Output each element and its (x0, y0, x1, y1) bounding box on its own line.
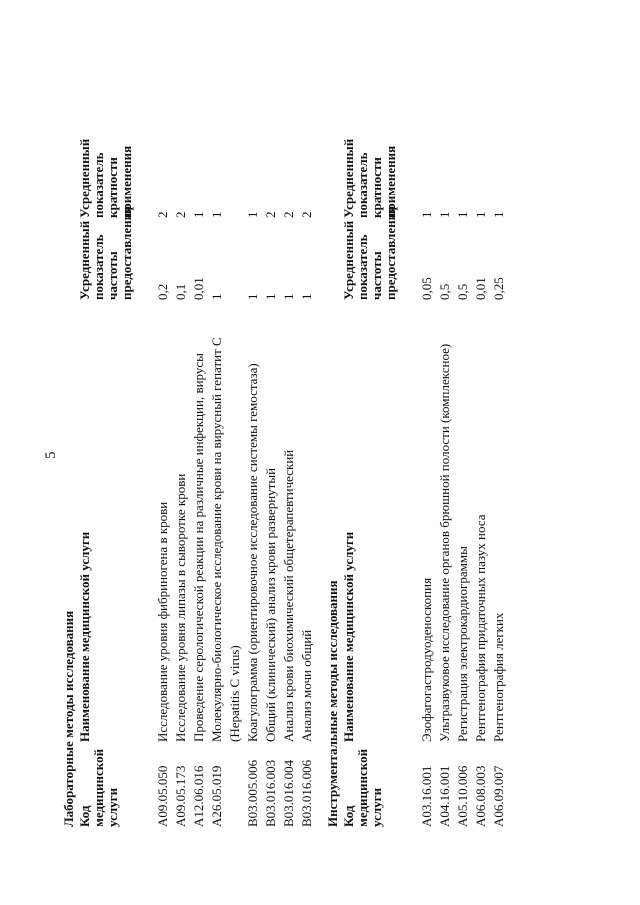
service-name: Рентгенография придаточных пазух носа (473, 514, 488, 742)
table-row (154, 37, 172, 827)
service-code: A12.06.016 (191, 765, 206, 827)
header-multiplicity: Усредненный показатель кратности применения (77, 138, 134, 218)
service-frequency: 1 (299, 293, 314, 300)
service-code: B03.016.003 (263, 759, 278, 827)
service-frequency: 0,1 (173, 283, 188, 300)
table-header-row (78, 37, 154, 827)
service-name: Проведение серологической реакции на различные инфекции, вирусы (191, 353, 206, 742)
service-frequency: 0,01 (473, 277, 488, 300)
service-name: Исследование уровня фибриногена в крови (155, 501, 170, 742)
table-row (208, 37, 244, 827)
service-frequency: 0,25 (491, 277, 506, 300)
service-multiplicity: 1 (491, 211, 506, 218)
service-name: Анализ крови биохимический общетерапевтический (281, 449, 296, 742)
service-multiplicity: 1 (419, 211, 434, 218)
page-number: 5 (43, 451, 59, 459)
service-multiplicity: 2 (299, 211, 314, 218)
table-row (418, 37, 436, 827)
header-frequency: Усредненный показатель частоты предоставления (77, 205, 134, 300)
header-code: Код медицинской услуги (77, 748, 120, 827)
service-name: Ультразвуковое исследование органов брюшной полости (комплексное) (437, 343, 452, 742)
service-frequency: 1 (209, 293, 224, 300)
service-multiplicity: 2 (173, 211, 188, 218)
service-multiplicity: 2 (263, 211, 278, 218)
service-multiplicity: 2 (155, 211, 170, 218)
service-code: B03.005.006 (245, 759, 260, 827)
service-code: A04.16.001 (437, 765, 452, 827)
service-multiplicity: 1 (437, 211, 452, 218)
service-name: Молекулярно-биологическое исследование крови на вирусный гепатит C (Hepatitis C virus) (209, 337, 242, 742)
table-row (244, 37, 262, 827)
service-frequency: 0,01 (191, 277, 206, 300)
service-name: Общий (клинический) анализ крови развернутый (263, 467, 278, 742)
service-code: A26.05.019 (209, 765, 224, 827)
service-multiplicity: 1 (455, 211, 470, 218)
service-name: Исследование уровня липазы в сыворотке крови (173, 473, 188, 742)
table-row (472, 37, 490, 827)
table-row (454, 37, 472, 827)
service-frequency: 1 (281, 293, 296, 300)
table-row (190, 37, 208, 827)
service-name: Рентгенография легких (491, 612, 506, 742)
service-code: A05.10.006 (455, 765, 470, 827)
table-row (490, 37, 508, 827)
service-code: B03.016.006 (299, 759, 314, 827)
service-name: Регистрация электрокардиограммы (455, 546, 470, 742)
service-code: B03.016.004 (281, 759, 296, 827)
service-multiplicity: 1 (209, 211, 224, 218)
header-name: Наименование медицинской услуги (341, 531, 356, 742)
service-code: A06.08.003 (473, 765, 488, 827)
table-row (298, 37, 316, 827)
table-row (280, 37, 298, 827)
table-row (172, 37, 190, 827)
section-title-instrumental: Инструментальные методы исследования (325, 580, 340, 827)
service-frequency: 1 (263, 293, 278, 300)
service-multiplicity: 1 (473, 211, 488, 218)
service-frequency: 0,05 (419, 277, 434, 300)
header-multiplicity: Усредненный показатель кратности применения (341, 138, 398, 218)
lab-methods-table (62, 37, 316, 827)
service-multiplicity: 1 (191, 211, 206, 218)
service-name: Эзофагогастродуоденоскопия (419, 577, 434, 742)
service-code: A09.05.050 (155, 765, 170, 827)
table-row (262, 37, 280, 827)
section-title-lab: Лабораторные методы исследования (61, 610, 76, 827)
header-name: Наименование медицинской услуги (77, 531, 92, 742)
service-multiplicity: 1 (245, 211, 260, 218)
service-code: A03.16.001 (419, 765, 434, 827)
service-code: A09.05.173 (173, 765, 188, 827)
service-code: A06.09.007 (491, 765, 506, 827)
service-multiplicity: 2 (281, 211, 296, 218)
header-code: Код медицинской услуги (341, 748, 384, 827)
table-header-row (342, 37, 418, 827)
table-row (436, 37, 454, 827)
service-frequency: 0,5 (455, 283, 470, 300)
header-frequency: Усредненный показатель частоты предоставления (341, 205, 398, 300)
service-frequency: 1 (245, 293, 260, 300)
service-frequency: 0,5 (437, 283, 452, 300)
service-frequency: 0,2 (155, 283, 170, 300)
service-name: Коагулограмма (ориентировочное исследование системы гемостаза) (245, 363, 260, 742)
service-name: Анализ мочи общий (299, 629, 314, 742)
instrumental-methods-table (326, 37, 508, 827)
